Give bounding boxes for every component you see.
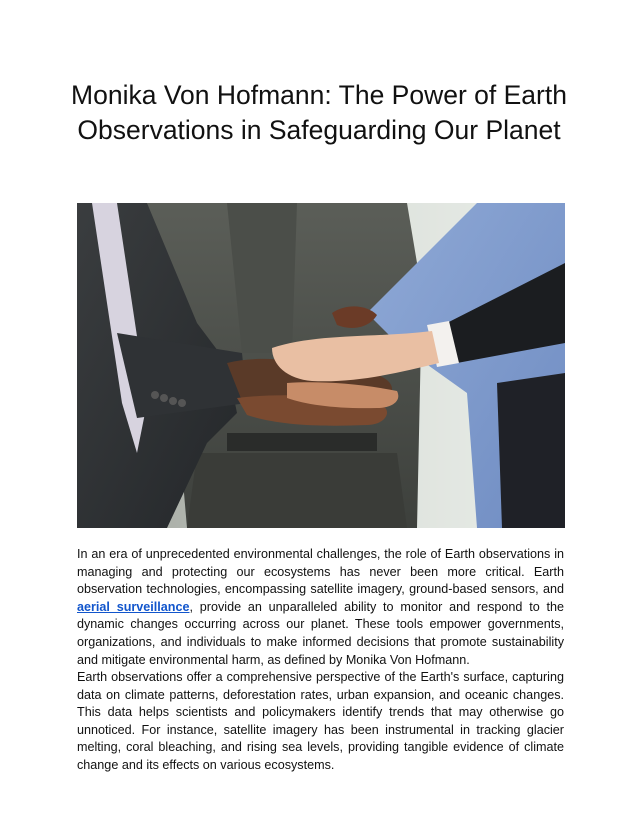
teamwork-illustration — [77, 203, 565, 528]
paragraph-1-text-before: In an era of unprecedented environmental challenges, the role of Earth observations in managing and protecting our ecosystems has never been more critical. Earth observation technologies, encompassing satellite imagery, ground-based sensors, and — [77, 547, 564, 597]
paragraph-1-text-after: , provide an unparalleled ability to monitor and respond to the dynamic changes occurring across our planet. These tools empower governments, organizations, and individuals to make informed decisions that promote sustainability and mitigate environmental harm, as defined by Monika Von Hofmann. — [77, 599, 565, 667]
hands-stacked-photo — [77, 203, 565, 528]
paragraph-2: Earth observations offer a comprehensive perspective of the Earth's surface, capturing data on climate patterns, deforestation rates, urban expansion, and oceanic changes. This data helps scientists and policymakers identify trends that may otherwise go unnoticed. For instance, satellite imagery has been instrumental in tracking glacier melting, coral bleaching, and rising sea levels, providing tangible evidence of climate change and its effects on various ecosystems. — [77, 670, 564, 772]
paragraph-1 — [77, 546, 564, 669]
page-title: Monika Von Hofmann: The Power of Earth Observations in Safeguarding Our Planet — [71, 80, 567, 145]
aerial-surveillance-link[interactable]: aerial surveillance — [77, 599, 190, 614]
